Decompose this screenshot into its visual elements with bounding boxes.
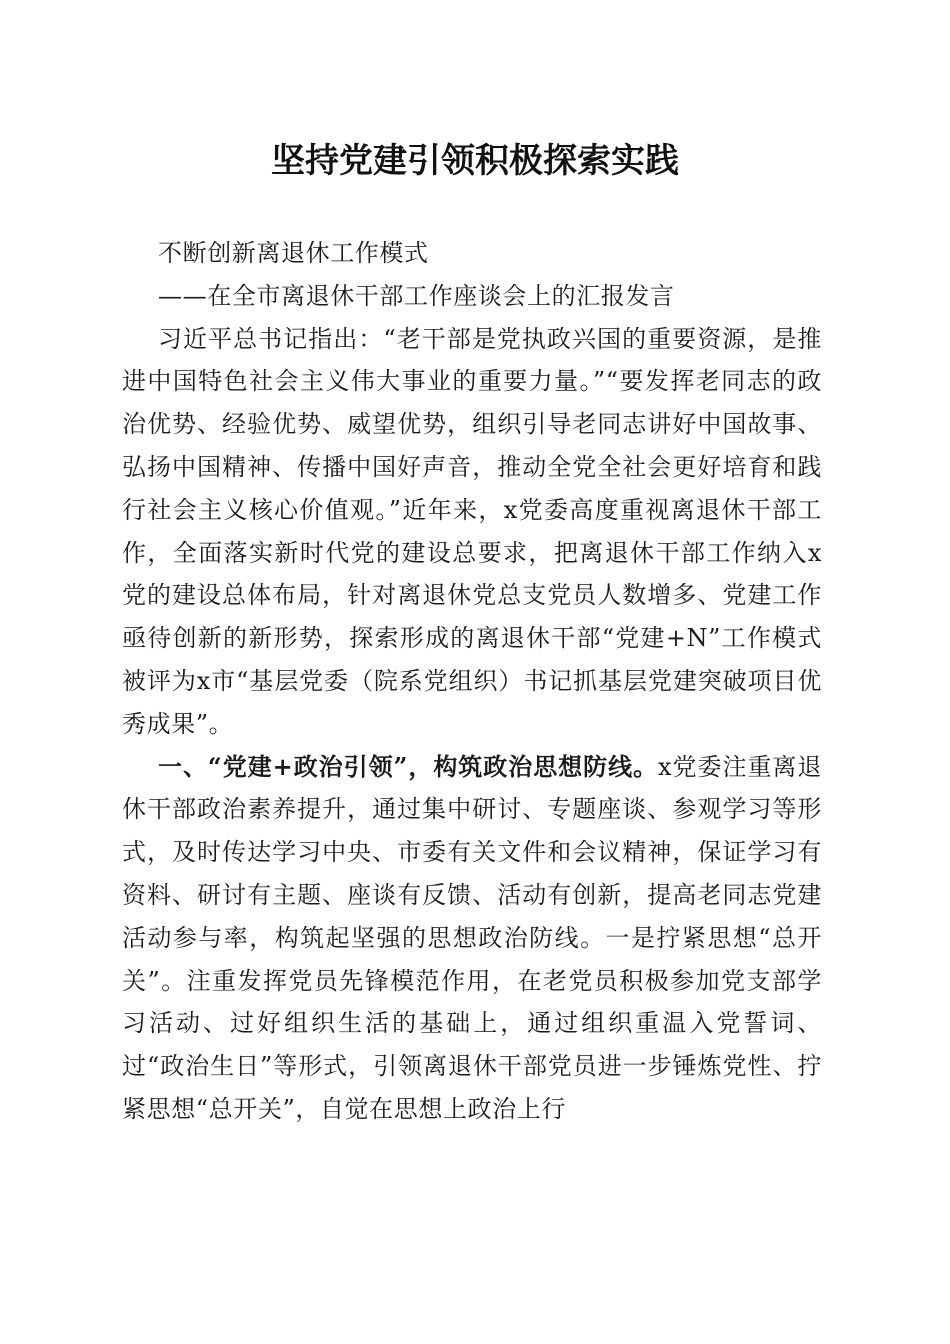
paragraph-intro: 习近平总书记指出：“老干部是党执政兴国的重要资源，是推进中国特色社会主义伟大事业的重要力量。”“要发挥老同志的政治优势、经验优势、威望优势，组织引导老同志讲好中国故事、弘扬中国精神、传播中国好声音，推动全党全社会更好培育和践行社会主义核心价值观。”近年来，x党委高度重视离退休干部工作，全面落实新时代党的建设总要求，把离退休干部工作纳入x党的建设总体布局，针对离退休党总支党员人数增多、党建工作亟待创新的新形势，探索形成的离退休干部“党建+N”工作模式被评为x市“基层党委（院系党组织）书记抓基层党建突破项目优秀成果”。 (122, 324, 822, 738)
document-subtitle: 不断创新离退休工作模式 (158, 239, 429, 267)
document-body (122, 232, 822, 1131)
section-one-text: x党委注重离退休干部政治素养提升，通过集中研讨、专题座谈、参观学习等形式，及时传达学习中央、市委有关文件和会议精神，保证学习有资料、研讨有主题、座谈有反馈、活动有创新，提高老同志党建活动参与率，构筑起坚强的思想政治防线。一是拧紧思想“总开关”。注重发挥党员先锋模范作用，在老党员积极参加党支部学习活动、过好组织生活的基础上，通过组织重温入党誓词、过“政治生日”等形式，引领离退休干部党员进一步锤炼党性、拧紧思想“总开关”，自觉在思想上政治上行 (122, 752, 822, 1123)
document-title: 坚持党建引领积极探索实践 (271, 141, 679, 181)
section-one-heading: 一、“党建+政治引领”，构筑政治思想防线。 (158, 751, 659, 781)
paragraph-section-one (122, 746, 822, 1131)
document-subtitle-line2: ——在全市离退休干部工作座谈会上的汇报发言 (158, 281, 675, 310)
